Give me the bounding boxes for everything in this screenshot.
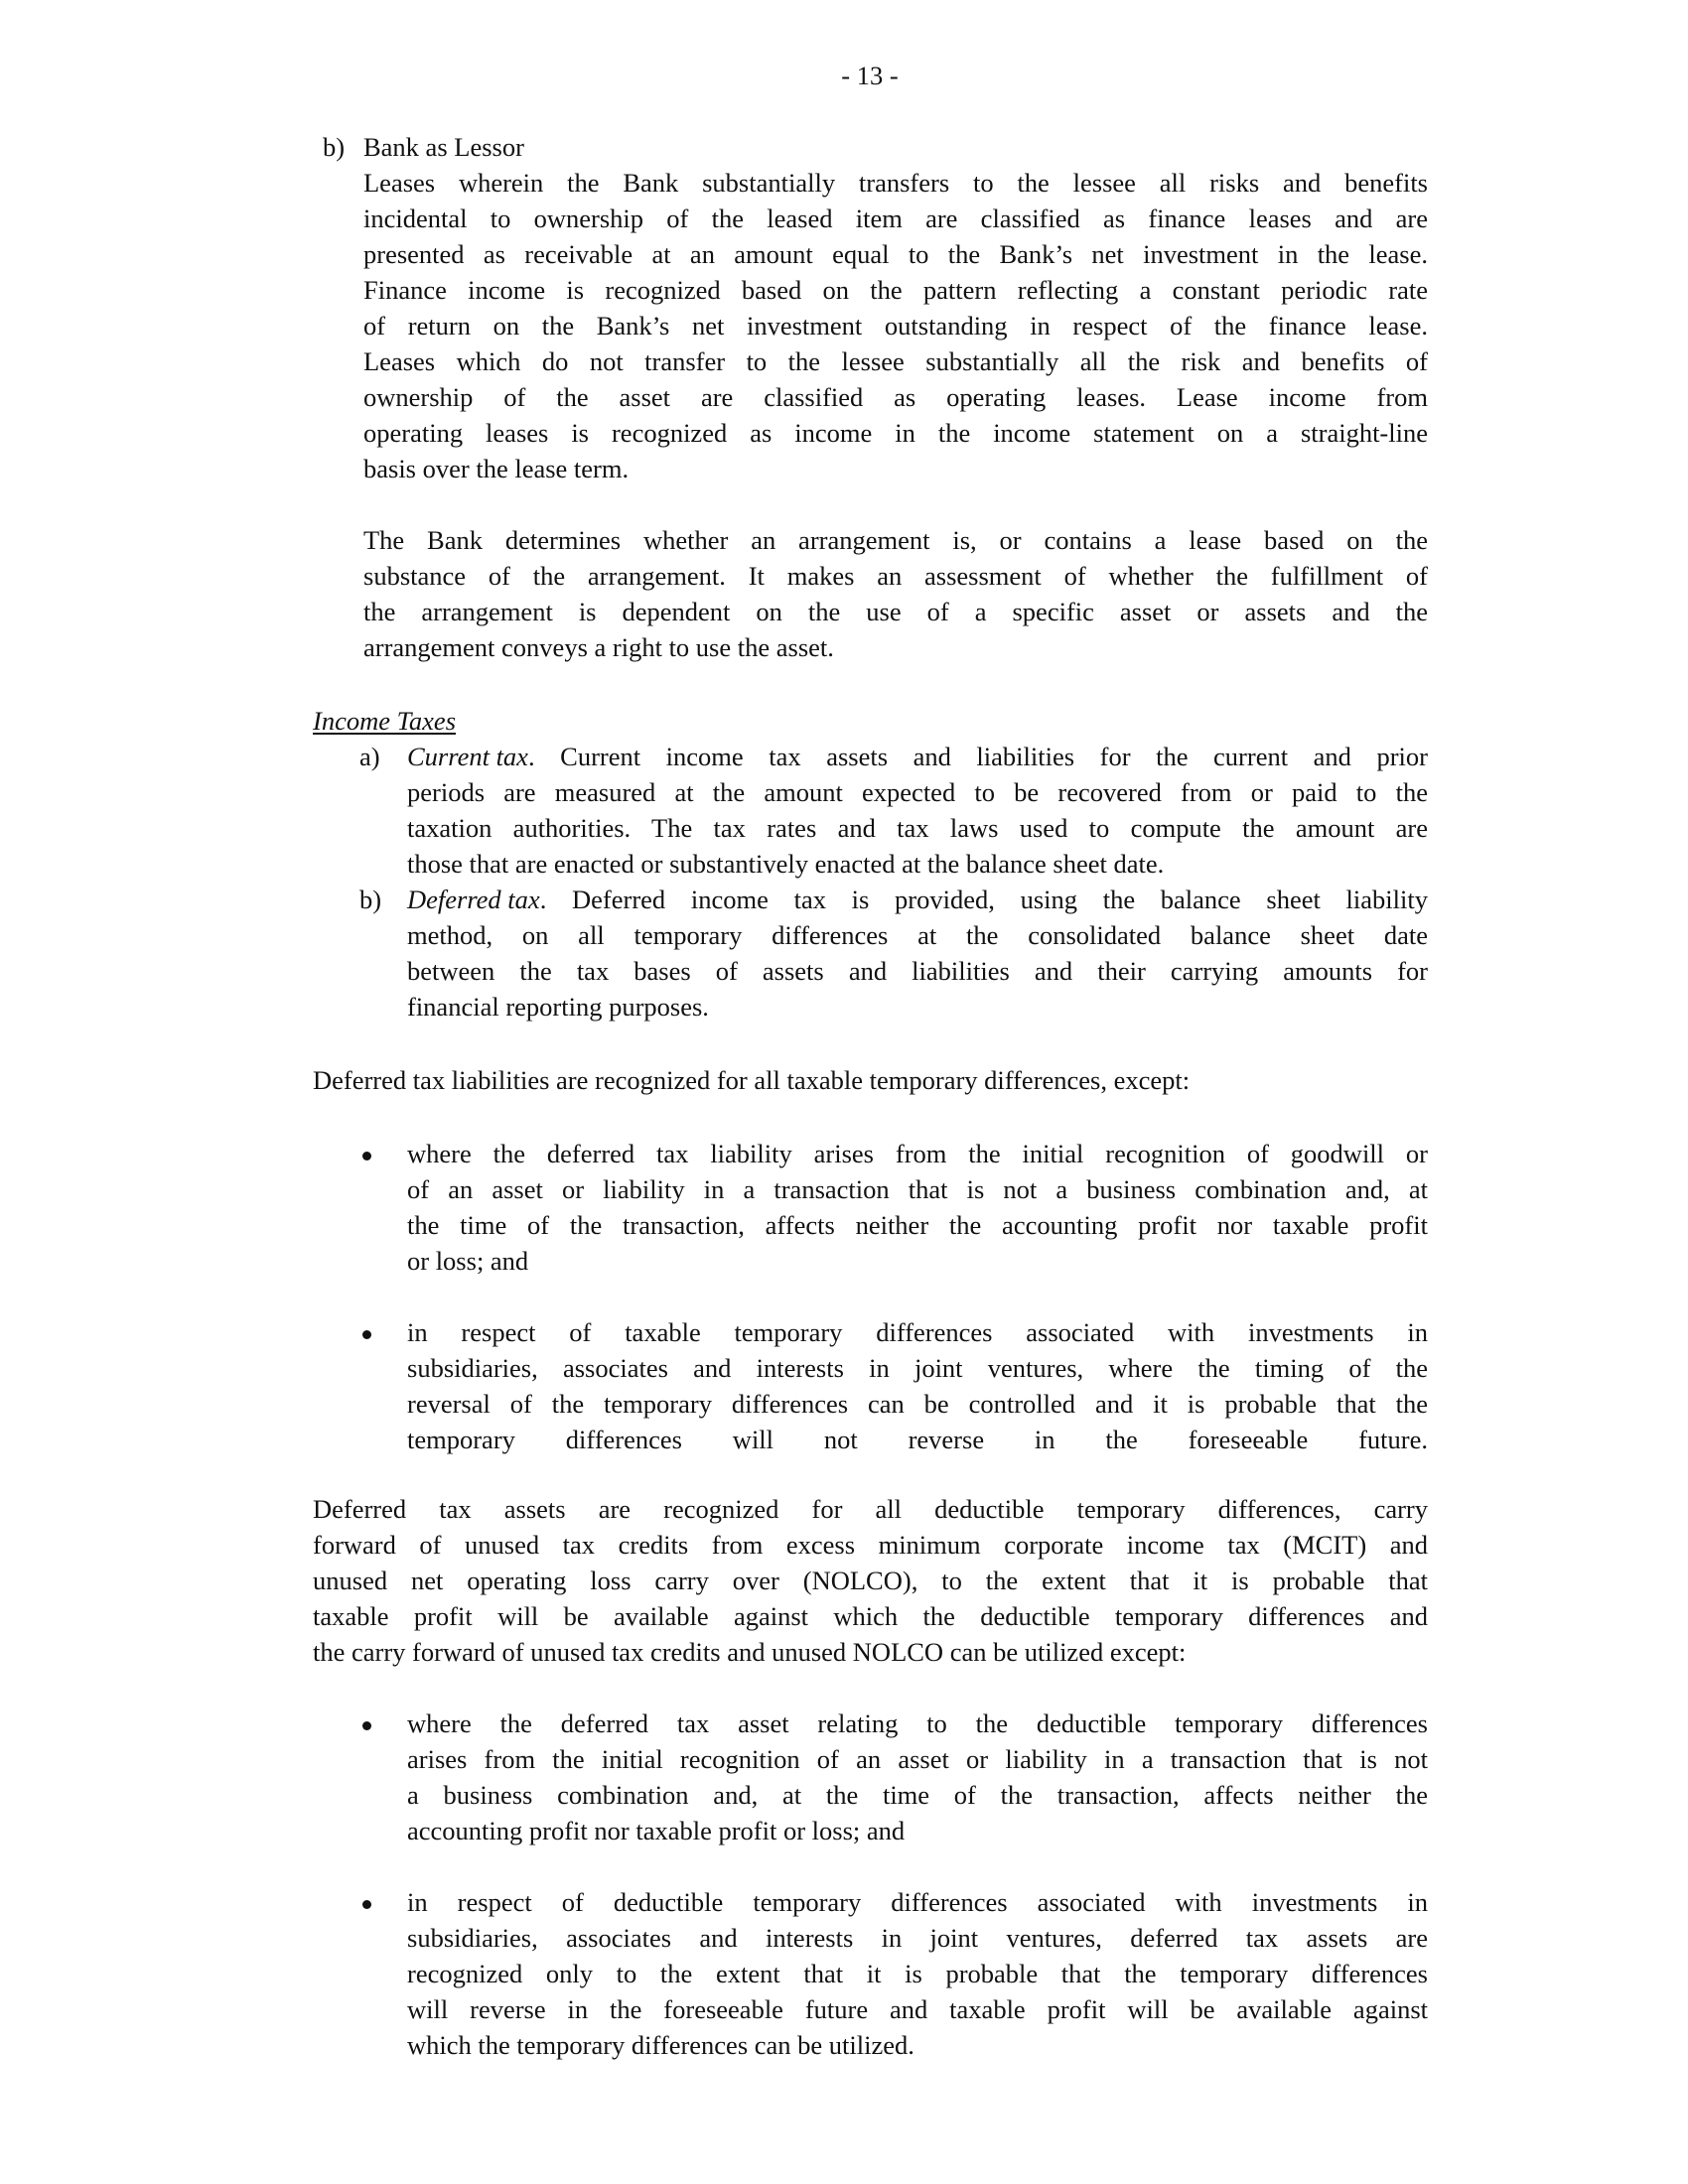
term-deferred-tax: Deferred tax xyxy=(407,885,540,914)
text-line: Leases which do not transfer to the lessee substantially all the risk and benefits of xyxy=(363,346,1428,376)
text-line: Deferred tax assets are recognized for all deductible temporary differences, carry xyxy=(313,1494,1428,1524)
text-line: the arrangement is dependent on the use of a specific asset or assets and the xyxy=(363,597,1428,626)
text-line: a business combination and, at the time of the transaction, affects neither the xyxy=(407,1780,1428,1810)
text-line: unused net operating loss carry over (NOLCO), to the extent that it is probable that xyxy=(313,1566,1428,1595)
text-line: ownership of the asset are classified as operating leases. Lease income from xyxy=(363,382,1428,412)
text-line-rest: . Deferred income tax is provided, using the balance sheet liability xyxy=(539,885,1428,914)
term-current-tax: Current tax xyxy=(407,742,528,771)
text-line: where the deferred tax asset relating to the deductible temporary differences xyxy=(407,1708,1428,1738)
section-heading-income-taxes xyxy=(313,703,456,739)
text-line: operating leases is recognized as income in the income statement on a straight-line xyxy=(363,418,1428,448)
text-line: subsidiaries, associates and interests in joint ventures, deferred tax assets are xyxy=(407,1923,1428,1953)
text-line: which the temporary differences can be utilized. xyxy=(407,2030,914,2060)
text-line: the carry forward of unused tax credits and unused NOLCO can be utilized except: xyxy=(313,1637,1187,1667)
text-line xyxy=(407,739,1428,774)
page-number: - 13 - xyxy=(841,61,899,90)
bullet-icon xyxy=(362,1900,371,1909)
text-line: of an asset or liability in a transaction that is not a business combination and, at xyxy=(407,1174,1428,1204)
list-marker: a) xyxy=(359,742,380,771)
text-line: accounting profit nor taxable profit or loss; and xyxy=(407,1816,906,1845)
text-line: in respect of deductible temporary differences associated with investments in xyxy=(407,1887,1428,1917)
bullet-icon xyxy=(362,1721,371,1730)
text-line: taxable profit will be available against which the deductible temporary differences and xyxy=(313,1601,1428,1631)
text-line: temporary differences will not reverse in the foreseeable future. xyxy=(407,1425,1428,1454)
text-line: or loss; and xyxy=(407,1246,529,1276)
text-line: incidental to ownership of the leased item are classified as finance leases and are xyxy=(363,204,1428,233)
text-line: arrangement conveys a right to use the asset. xyxy=(363,632,834,662)
text-line: taxation authorities. The tax rates and tax laws used to compute the amount are xyxy=(407,813,1428,843)
text-line: forward of unused tax credits from excess minimum corporate income tax (MCIT) and xyxy=(313,1530,1428,1560)
section-heading-bank-as-lessor: Bank as Lessor xyxy=(363,132,524,162)
bullet-icon xyxy=(362,1330,371,1339)
text-line: arises from the initial recognition of an asset or liability in a transaction that is not xyxy=(407,1744,1428,1774)
income-taxes-title: Income Taxes xyxy=(313,706,457,736)
text-line: those that are enacted or substantively enacted at the balance sheet date. xyxy=(407,849,1165,879)
text-line: subsidiaries, associates and interests in joint ventures, where the timing of the xyxy=(407,1353,1428,1383)
text-line: of return on the Bank’s net investment outstanding in respect of the finance lease. xyxy=(363,311,1428,341)
text-line: periods are measured at the amount expected to be recovered from or paid to the xyxy=(407,777,1428,807)
text-line xyxy=(407,882,1428,917)
deferred-liabilities-intro: Deferred tax liabilities are recognized for all taxable temporary differences, except: xyxy=(313,1065,1191,1095)
text-line: presented as receivable at an amount equal to the Bank’s net investment in the lease. xyxy=(363,239,1428,269)
text-line: recognized only to the extent that it is probable that the temporary differences xyxy=(407,1959,1428,1988)
text-line: Leases wherein the Bank substantially transfers to the lessee all risks and benefits xyxy=(363,168,1428,198)
text-line: method, on all temporary differences at the consolidated balance sheet date xyxy=(407,920,1428,950)
text-line: reversal of the temporary differences can be controlled and it is probable that the xyxy=(407,1389,1428,1419)
text-line: between the tax bases of assets and liabilities and their carrying amounts for xyxy=(407,956,1428,986)
text-line: substance of the arrangement. It makes an assessment of whether the fulfillment of xyxy=(363,561,1428,591)
list-marker: b) xyxy=(323,132,346,162)
text-line-rest: . Current income tax assets and liabilities for the current and prior xyxy=(527,742,1428,771)
text-line: where the deferred tax liability arises from the initial recognition of goodwill or xyxy=(407,1139,1428,1168)
text-line: the time of the transaction, affects neither the accounting profit nor taxable profit xyxy=(407,1210,1428,1240)
text-line: will reverse in the foreseeable future and taxable profit will be available against xyxy=(407,1994,1428,2024)
list-marker: b) xyxy=(359,885,382,914)
bullet-icon xyxy=(362,1152,371,1160)
text-line: Finance income is recognized based on the pattern reflecting a constant periodic rate xyxy=(363,275,1428,305)
text-line: financial reporting purposes. xyxy=(407,992,709,1022)
text-line: The Bank determines whether an arrangement is, or contains a lease based on the xyxy=(363,525,1428,555)
text-line: in respect of taxable temporary differences associated with investments in xyxy=(407,1317,1428,1347)
text-line: basis over the lease term. xyxy=(363,454,630,483)
